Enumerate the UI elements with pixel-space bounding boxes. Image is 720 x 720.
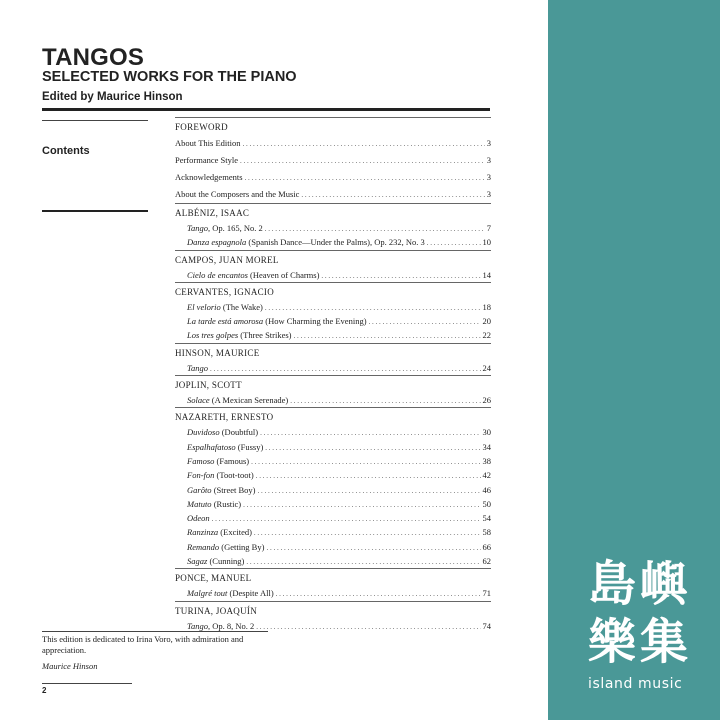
composer-heading: NAZARETH, ERNESTO bbox=[175, 412, 274, 423]
work-title: Malgré tout bbox=[187, 588, 228, 599]
logo-text: island music bbox=[588, 676, 683, 692]
dot-leader bbox=[245, 169, 485, 187]
toc-page-number: 26 bbox=[482, 395, 491, 406]
work-title: Solace bbox=[187, 395, 210, 406]
toc-entry-title: About the Composers and the Music bbox=[175, 189, 300, 199]
toc-page-number: 3 bbox=[486, 189, 491, 199]
toc-work-entry bbox=[175, 586, 491, 600]
dot-leader bbox=[369, 314, 481, 329]
dot-leader bbox=[210, 361, 481, 376]
toc-work-entry bbox=[175, 361, 491, 375]
toc-page-number: 46 bbox=[482, 484, 491, 495]
toc-work-entry bbox=[175, 314, 491, 328]
work-title: Garôto bbox=[187, 484, 212, 495]
toc-entry-title: About This Edition bbox=[175, 138, 241, 148]
table-of-contents bbox=[175, 117, 491, 633]
toc-page-number: 20 bbox=[482, 316, 491, 327]
work-title: La tarde está amorosa bbox=[187, 316, 264, 327]
dedication-text: This edition is dedicated to Irina Voro, with admiration and appreciation. bbox=[42, 634, 244, 655]
toc-work-entry bbox=[175, 540, 491, 554]
toc-entry-title: Performance Style bbox=[175, 155, 239, 165]
dot-leader bbox=[427, 235, 481, 250]
toc-page-number: 58 bbox=[482, 527, 491, 538]
toc-work-entry bbox=[175, 425, 491, 439]
toc-entry bbox=[175, 169, 491, 186]
header-rule bbox=[42, 108, 490, 111]
toc-page-number: 22 bbox=[482, 330, 491, 341]
dot-leader bbox=[321, 268, 480, 283]
toc-page-number: 42 bbox=[482, 470, 491, 481]
toc-entry-title: Acknowledgements bbox=[175, 172, 243, 182]
work-subtitle: (Despite All) bbox=[227, 588, 274, 599]
page-number: 2 bbox=[42, 686, 47, 695]
toc-page-number: 34 bbox=[482, 441, 491, 452]
work-subtitle: (Toot-toot) bbox=[214, 470, 254, 481]
work-subtitle: (Rustic) bbox=[211, 498, 242, 509]
work-title: Matuto bbox=[187, 498, 212, 509]
toc-page-number: 3 bbox=[486, 138, 491, 148]
toc-page-number: 14 bbox=[482, 269, 491, 280]
contents-top-rule bbox=[42, 120, 148, 121]
toc-entry bbox=[175, 186, 491, 203]
work-subtitle: (Street Boy) bbox=[211, 484, 256, 495]
foreword-list bbox=[175, 135, 491, 203]
dot-leader bbox=[256, 468, 481, 483]
work-title: Tango bbox=[187, 362, 208, 373]
work-title: Odeon bbox=[187, 513, 210, 524]
work-subtitle: (How Charming the Evening) bbox=[263, 316, 367, 327]
toc-page-number: 3 bbox=[486, 172, 491, 182]
book-editor: Edited by Maurice Hinson bbox=[42, 91, 183, 103]
foreword-heading: FOREWORD bbox=[175, 122, 228, 132]
dot-leader bbox=[243, 497, 480, 512]
work-title: Ranzinza bbox=[187, 527, 219, 538]
dot-leader bbox=[256, 619, 480, 634]
composer-heading: HINSON, MAURICE bbox=[175, 347, 260, 358]
work-subtitle: (Doubtful) bbox=[219, 427, 259, 438]
composer-heading: CAMPOS, JUAN MOREL bbox=[175, 254, 279, 265]
toc-work-entry bbox=[175, 454, 491, 468]
composer-heading: JOPLIN, SCOTT bbox=[175, 380, 242, 391]
dot-leader bbox=[251, 454, 480, 469]
work-subtitle: (Three Strikes) bbox=[238, 330, 292, 341]
book-title: TANGOS bbox=[42, 44, 145, 71]
dot-leader bbox=[246, 554, 480, 569]
work-title: Remando bbox=[187, 541, 220, 552]
dot-leader bbox=[265, 221, 485, 236]
toc-work-entry bbox=[175, 440, 491, 454]
work-title: El velorio bbox=[187, 301, 221, 312]
toc-page-number: 18 bbox=[482, 301, 491, 312]
toc-work-entry bbox=[175, 328, 491, 342]
work-subtitle: (Getting By) bbox=[219, 541, 265, 552]
composer-heading: TURINA, JOAQUÍN bbox=[175, 605, 257, 616]
work-subtitle: , Op. 165, No. 2 bbox=[207, 223, 263, 233]
work-title: Tango bbox=[187, 620, 208, 631]
dot-leader bbox=[254, 525, 481, 540]
work-subtitle: (The Wake) bbox=[220, 301, 263, 312]
toc-work-entry bbox=[175, 393, 491, 407]
work-title: Sagaz bbox=[187, 556, 208, 567]
work-subtitle: (A Mexican Serenade) bbox=[209, 395, 289, 406]
toc-work-entry bbox=[175, 221, 491, 235]
work-title: Duvidoso bbox=[187, 427, 220, 438]
toc-page-number: 3 bbox=[486, 155, 491, 165]
dot-leader bbox=[294, 328, 481, 343]
toc-page-number: 74 bbox=[482, 620, 491, 631]
toc-page-number: 10 bbox=[482, 237, 491, 248]
work-subtitle: (Famous) bbox=[214, 455, 250, 466]
toc-work-entry bbox=[175, 497, 491, 511]
work-subtitle: (Fussy) bbox=[235, 441, 264, 452]
dot-leader bbox=[290, 393, 480, 408]
section-divider bbox=[175, 117, 491, 118]
work-title: Fon-fon bbox=[187, 470, 215, 481]
dot-leader bbox=[260, 425, 480, 440]
work-subtitle: (Spanish Dance—Under the Palms), Op. 232, No. 3 bbox=[246, 237, 425, 248]
toc-work-entry bbox=[175, 483, 491, 497]
page-number-rule bbox=[42, 683, 132, 684]
toc-work-entry bbox=[175, 468, 491, 482]
toc-work-entry bbox=[175, 235, 491, 249]
toc-page-number: 30 bbox=[482, 427, 491, 438]
dot-leader bbox=[265, 440, 480, 455]
contents-label: Contents bbox=[42, 145, 90, 157]
toc-work-entry bbox=[175, 300, 491, 314]
toc-work-entry bbox=[175, 525, 491, 539]
work-title: Espalhafatoso bbox=[187, 441, 236, 452]
work-subtitle: (Excited) bbox=[218, 527, 252, 538]
work-subtitle: (Heaven of Charms) bbox=[247, 269, 320, 280]
dot-leader bbox=[265, 300, 481, 315]
work-subtitle: (Cunning) bbox=[207, 556, 245, 567]
logo-char-3: 樂 bbox=[588, 614, 637, 670]
composer-heading: PONCE, MANUEL bbox=[175, 573, 252, 584]
signature: Maurice Hinson bbox=[42, 661, 98, 671]
book-subtitle: SELECTED WORKS FOR THE PIANO bbox=[42, 69, 297, 85]
logo-char-1: 島 bbox=[588, 556, 637, 612]
toc-page-number: 7 bbox=[486, 223, 491, 233]
brand-sidebar bbox=[548, 0, 720, 720]
toc-work-entry bbox=[175, 268, 491, 282]
work-title: Famoso bbox=[187, 455, 215, 466]
work-title: Danza espagnola bbox=[187, 237, 247, 248]
toc-entry bbox=[175, 135, 491, 152]
composer-list bbox=[175, 203, 491, 633]
dot-leader bbox=[266, 540, 480, 555]
toc-page-number: 62 bbox=[482, 556, 491, 567]
dot-leader bbox=[257, 483, 480, 498]
composer-heading: ALBÉNIZ, ISAAC bbox=[175, 208, 250, 218]
dot-leader bbox=[243, 135, 485, 153]
toc-page-number: 50 bbox=[482, 498, 491, 509]
dot-leader bbox=[276, 586, 481, 601]
logo-char-4: 集 bbox=[640, 614, 689, 670]
toc-page-number: 24 bbox=[482, 362, 491, 373]
dot-leader bbox=[212, 511, 481, 526]
contents-bottom-rule bbox=[42, 210, 148, 212]
toc-page-number: 38 bbox=[482, 455, 491, 466]
dot-leader bbox=[301, 186, 484, 204]
work-title: Tango bbox=[187, 223, 208, 233]
toc-entry bbox=[175, 152, 491, 169]
dot-leader bbox=[240, 152, 485, 170]
toc-page-number: 66 bbox=[482, 541, 491, 552]
work-subtitle: , Op. 8, No. 2 bbox=[207, 620, 255, 631]
work-title: Los tres golpes bbox=[187, 330, 239, 341]
toc-work-entry bbox=[175, 511, 491, 525]
toc-work-entry bbox=[175, 554, 491, 568]
toc-page-number: 54 bbox=[482, 513, 491, 524]
work-title: Cielo de encantos bbox=[187, 269, 248, 280]
toc-page-number: 71 bbox=[482, 588, 491, 599]
logo-char-2: 嶼 bbox=[640, 556, 689, 612]
dedication-rule bbox=[42, 631, 268, 632]
composer-heading: CERVANTES, IGNACIO bbox=[175, 286, 275, 297]
